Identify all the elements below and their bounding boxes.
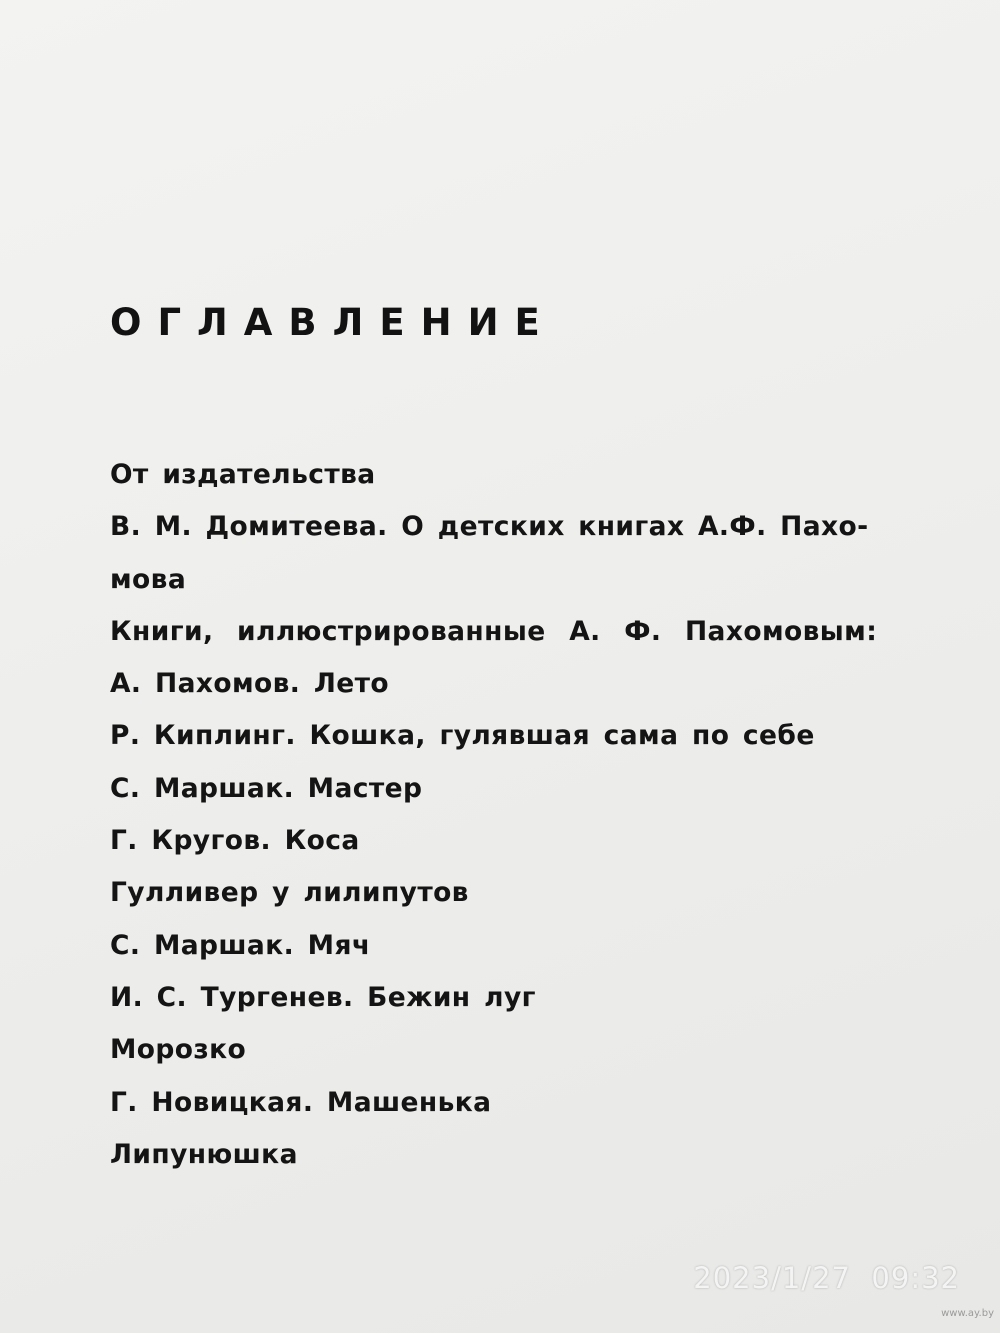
toc-entry: Г. Кругов. Коса xyxy=(110,825,360,857)
toc-entry: Г. Новицкая. Машенька xyxy=(110,1086,492,1118)
toc-entry: А. Пахомов. Лето xyxy=(110,668,390,700)
toc-entry: С. Маршак. Мяч xyxy=(110,929,371,961)
toc-entry: С. Маршак. Мастер xyxy=(110,772,423,804)
toc-entry: Липунюшка xyxy=(110,1138,298,1170)
site-watermark: www.ay.by xyxy=(941,1308,994,1319)
toc-entry: мова xyxy=(110,563,187,595)
toc-entry: Морозко xyxy=(110,1034,247,1066)
toc-entry: Книги, иллюстрированные А. Ф. Пахомовым: xyxy=(110,615,878,647)
toc-entry: Гулливер у лилипутов xyxy=(110,877,469,909)
toc-entry: И. С. Тургенев. Бежин луг xyxy=(110,981,536,1013)
toc-entry: От издательства xyxy=(110,459,376,490)
toc-entry: В. М. Домитеева. О детских книгах А.Ф. Пахо- xyxy=(110,511,869,543)
photo-timestamp: 2023/1/27 09:32 xyxy=(693,1261,960,1295)
toc-list xyxy=(110,449,980,1181)
toc-title: ОГЛАВЛЕНИЕ xyxy=(110,301,556,344)
toc-entry: Р. Киплинг. Кошка, гулявшая сама по себе xyxy=(110,720,815,752)
